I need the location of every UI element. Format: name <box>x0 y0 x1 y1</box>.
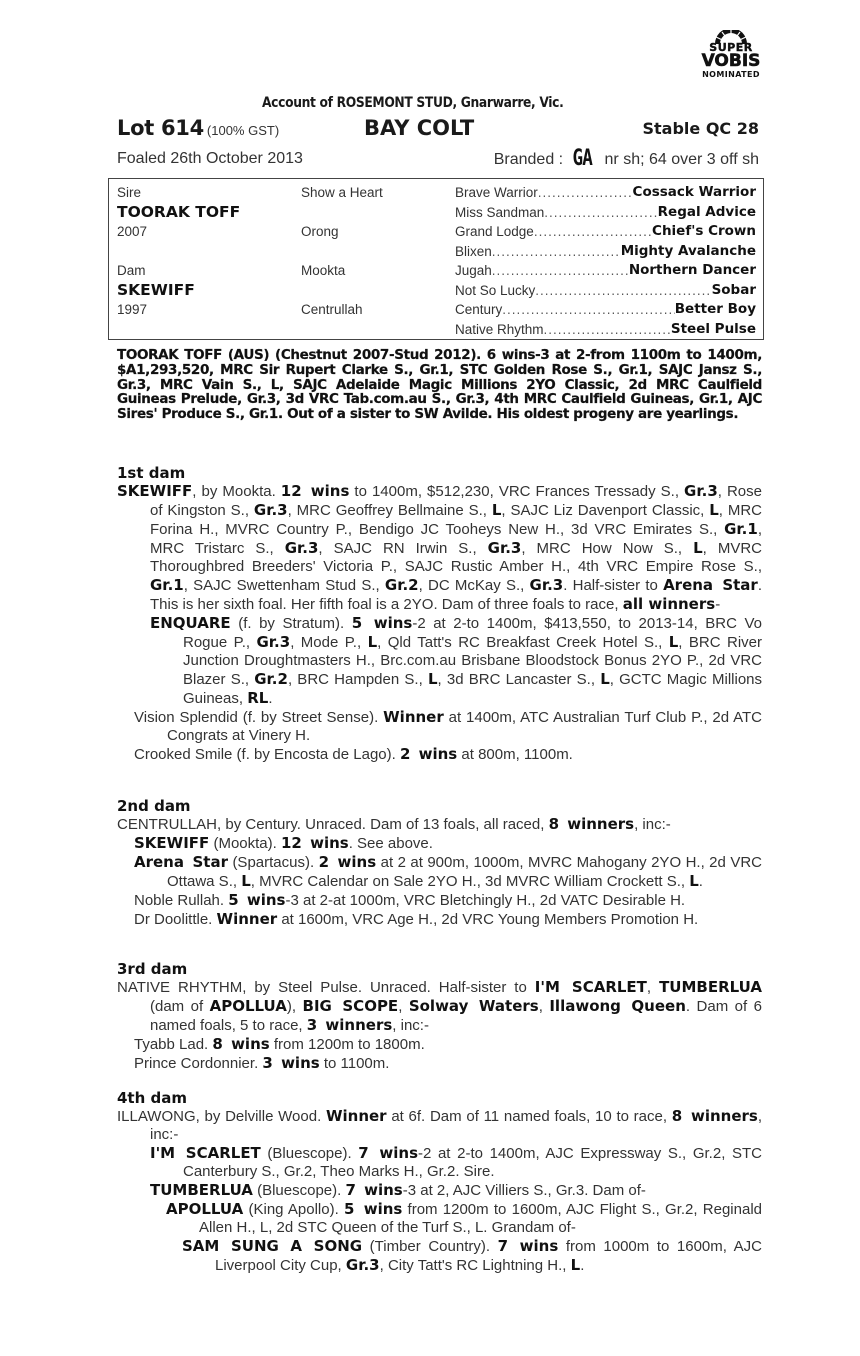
progeny-entry: Dr Doolittle. Winner at 1600m, VRC Age H., 2d VRC Young Members Promotion H. <box>134 910 699 928</box>
progeny-entry: Crooked Smile (f. by Encosta de Lago). 2 wins at 800m, 1100m. <box>134 745 573 763</box>
section-heading: 3rd dam <box>117 960 188 978</box>
progeny-entry: APOLLUA (King Apollo). 5 wins from 1200m to 1600m, AJC Flight S., Gr.2, Reginald Allen H., L, 2d STC Queen of the Turf S., L. Grandam of- <box>166 1200 763 1236</box>
logo-super-text: SUPER <box>709 41 753 54</box>
logo-nominated-text: NOMINATED <box>702 70 760 79</box>
great-grandparent-row: Jugah ..... Northern Dancer <box>455 261 756 281</box>
dam-entry: CENTRULLAH, by Century. Unraced. Dam of 13 foals, all raced, 8 winners, inc:- <box>117 815 671 833</box>
progeny-entry: I'M SCARLET (Bluescope). 7 wins-2 at 2-to 1400m, AJC Expressway S., Gr.2, STC Canterbury S., Gr.2, Theo Marks H., Gr.2. Sire. <box>150 1144 762 1180</box>
progeny-entry: ENQUARE (f. by Stratum). 5 wins-2 at 2-to 1400m, $413,550, to 2013-14, BRC Vo Rogue P., Gr.3, Mode P., L, Qld Tatt's RC Breakfast Creek Hotel S., L, BRC River Junction Droughtmasters H., Brc.com.au Brisbane Bloodstock Bonus 2YO P., 2d VRC Blazer S., Gr.2, BRC Hampden S., L, 3d BRC Lancaster S., L, GCTC Magic Millions Guineas, RL. <box>150 614 763 707</box>
progeny-entry: SAM SUNG A SONG (Timber Country). 7 wins from 1000m to 1600m, AJC Liverpool City Cup, Gr.3, City Tatt's RC Lightning H., L. <box>182 1237 763 1274</box>
sire-name: TOORAK TOFF <box>117 202 241 221</box>
brand-mark-icon: GA <box>572 146 592 171</box>
grandparent-dam-dam: Centrullah <box>301 302 363 317</box>
brand-info <box>494 146 759 171</box>
dam-entry: NATIVE RHYTHM, by Steel Pulse. Unraced. Half-sister to I'M SCARLET, TUMBERLUA (dam of APOLLUA), BIG SCOPE, Solway Waters, Illawong Queen. Dam of 6 named foals, 5 to race, 3 winners, inc:- <box>117 978 762 1034</box>
brand-description: nr sh; 64 over 3 off sh <box>604 151 759 168</box>
dam-entry: ILLAWONG, by Delville Wood. Winner at 6f. Dam of 11 named foals, 10 to race, 8 winners, inc:- <box>117 1107 763 1143</box>
pedigree-great-grandparents-column <box>455 183 756 339</box>
progeny-entry: TUMBERLUA (Bluescope). 7 wins-3 at 2, AJC Villiers S., Gr.3. Dam of- <box>150 1181 646 1199</box>
sire-year: 2007 <box>117 224 148 239</box>
colour-sex: BAY COLT <box>364 116 475 140</box>
grandparent-sire-sire: Show a Heart <box>301 185 383 200</box>
great-grandparent-row: Native Rhythm ..... Steel Pulse <box>455 320 756 340</box>
great-grandparent-row: Century ..... Better Boy <box>455 300 756 320</box>
stable-location: Stable QC 28 <box>642 119 759 138</box>
first-dam-section <box>117 464 762 764</box>
dam-label: Dam <box>117 263 146 278</box>
progeny-entry: Vision Splendid (f. by Street Sense). Winner at 1400m, ATC Australian Turf Club P., 2d ATC Congrats at Vinery H. <box>134 708 762 744</box>
grandparent-dam-sire: Mookta <box>301 263 346 278</box>
lot-header-row <box>117 116 759 142</box>
dam-entry: SKEWIFF, by Mookta. 12 wins to 1400m, $512,230, VRC Frances Tressady S., Gr.3, Rose of Kingston S., Gr.3, MRC Geoffrey Bellmaine S., L, SAJC Liz Davenport Classic, L, MRC Forina H., MVRC Country P., Bendigo JC Tooheys New H., 3d VRC Emirates S., Gr.1, MRC Tristarc S., Gr.3, SAJC RN Irwin S., Gr.3, MRC How Now S., L, MVRC Thoroughbred Breeders' Victoria P., SAJC Rustic Amber H., 4th VRC Empire Rose S., Gr.1, SAJC Swettenham Stud S., Gr.2, DC McKay S., Gr.3. Half-sister to Arena Star. This is her sixth foal. Her fifth foal is a 2YO. Dam of three foals to race, all winners- <box>117 482 763 613</box>
super-vobis-nominated-logo <box>688 30 774 98</box>
gst-note: (100% GST) <box>206 123 280 138</box>
pedigree-grandparents-column <box>301 183 461 339</box>
sire-label: Sire <box>117 185 142 200</box>
grandparent-sire-dam: Orong <box>301 224 339 239</box>
progeny-entry: SKEWIFF (Mookta). 12 wins. See above. <box>134 834 433 852</box>
great-grandparent-row: Not So Lucky ..... Sobar <box>455 281 756 301</box>
second-dam-section <box>117 797 762 929</box>
progeny-entry: Noble Rullah. 5 wins-3 at 2-at 1000m, VRC Bletchingly H., 2d VATC Desirable H. <box>134 891 686 909</box>
lot-number <box>117 116 279 140</box>
progeny-entry: Arena Star (Spartacus). 2 wins at 2 at 900m, 1000m, MVRC Mahogany 2YO H., 2d VRC Ottawa S., L, MVRC Calendar on Sale 2YO H., 3d MVRC William Crockett S., L. <box>134 853 762 890</box>
lot-label: Lot 614 <box>117 116 204 140</box>
great-grandparent-row: Brave Warrior ..... Cossack Warrior <box>455 183 756 203</box>
foaled-date: Foaled 26th October 2013 <box>117 150 303 167</box>
dam-name: SKEWIFF <box>117 280 195 299</box>
vendor-account: Account of ROSEMONT STUD, Gnarwarre, Vic. <box>262 95 564 111</box>
pedigree-table <box>108 178 764 340</box>
logo-vobis-text: VOBIS <box>701 51 761 71</box>
great-grandparent-row: Grand Lodge ..... Chief's Crown <box>455 222 756 242</box>
third-dam-section <box>117 960 762 1073</box>
section-heading: 1st dam <box>117 464 186 482</box>
branded-label: Branded : <box>493 151 564 168</box>
great-grandparent-row: Blixen ..... Mighty Avalanche <box>455 242 756 262</box>
section-heading: 4th dam <box>117 1089 187 1107</box>
pedigree-parents-column <box>117 183 287 339</box>
fourth-dam-section <box>117 1089 762 1275</box>
progeny-entry: Tyabb Lad. 8 wins from 1200m to 1800m. <box>134 1035 425 1053</box>
section-heading: 2nd dam <box>117 797 191 815</box>
sire-summary: TOORAK TOFF (AUS) (Chestnut 2007-Stud 2012). 6 wins-3 at 2-from 1100m to 1400m, $A1,293,520, MRC Sir Rupert Clarke S., Gr.1, STC Golden Rose S., Gr.1, SAJC Jansz S., Gr.3, MRC Vain S., L, SAJC Adelaide Magic Millions 2YO Classic, 2d MRC Caulfield Guineas Prelude, Gr.3, 3d VRC Tab.com.au S., Gr.3, 4th MRC Caulfield Guineas, Gr.1, AJC Sires' Produce S., Gr.1. Out of a sister to SW Avilde. His oldest progeny are yearlings. <box>117 347 762 423</box>
progeny-entry: Prince Cordonnier. 3 wins to 1100m. <box>134 1054 390 1072</box>
great-grandparent-row: Miss Sandman ..... Regal Advice <box>455 203 756 223</box>
dam-year: 1997 <box>117 302 148 317</box>
